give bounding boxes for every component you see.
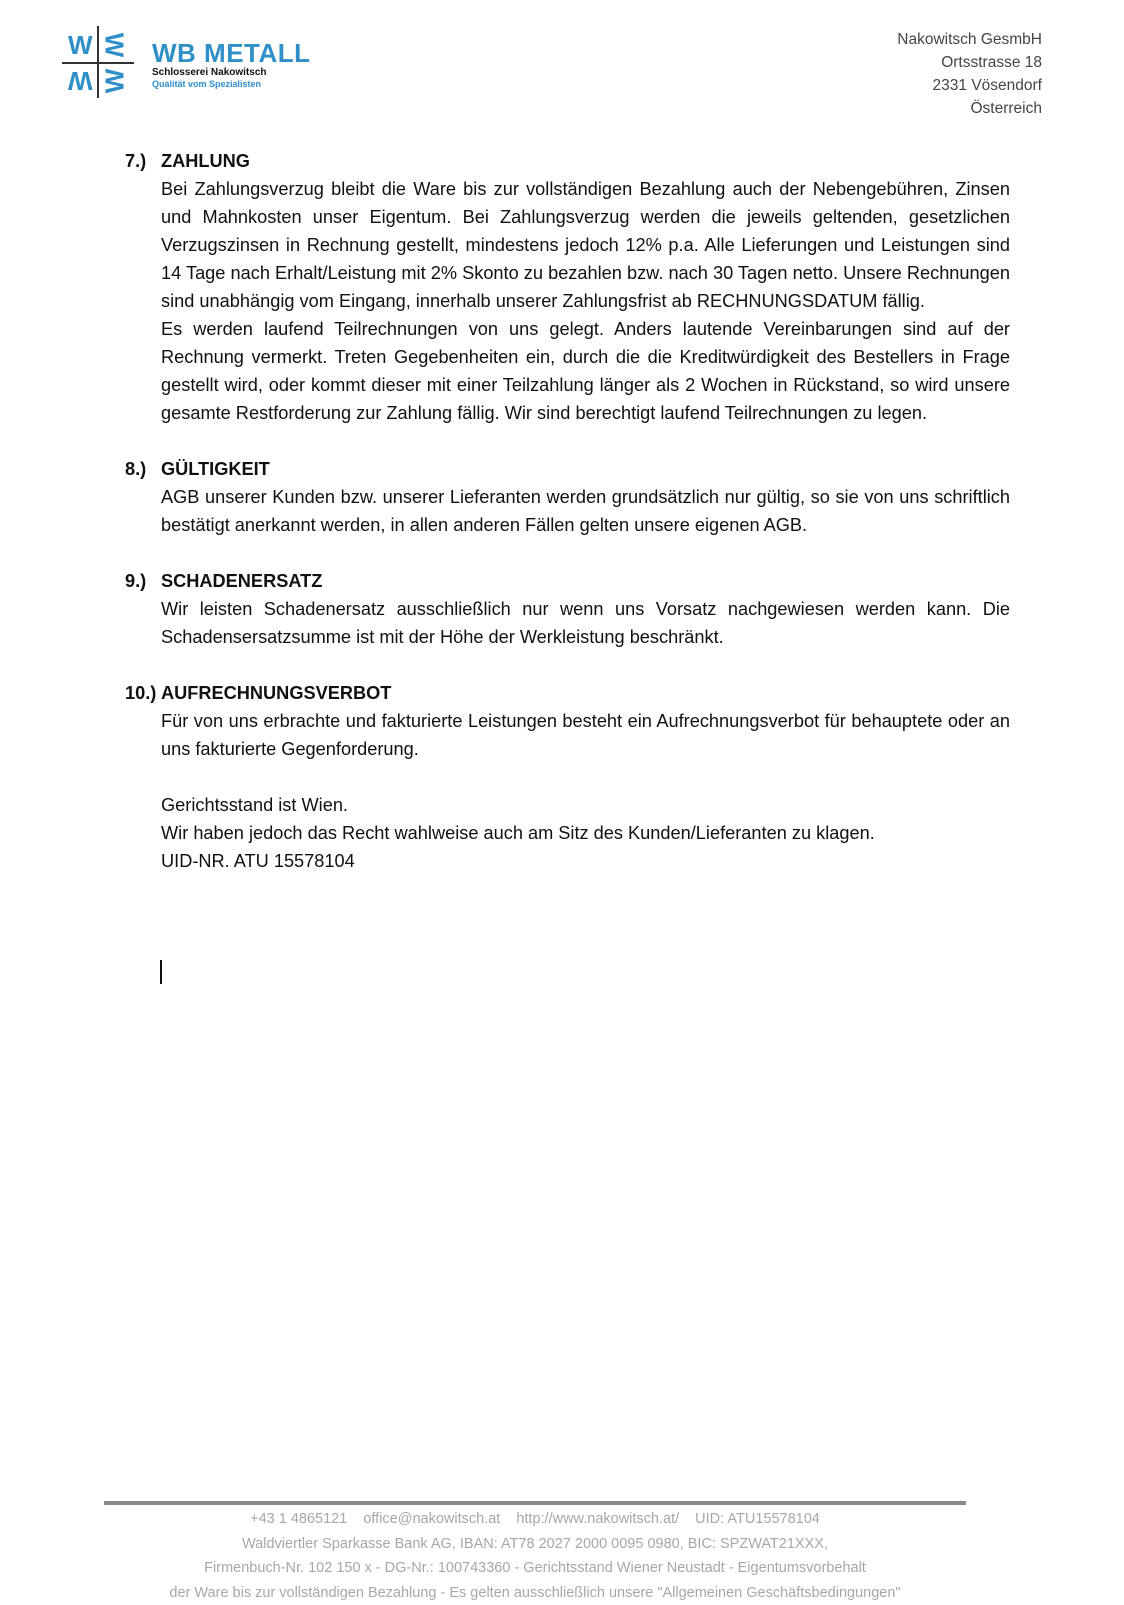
section-number: 10.) bbox=[125, 679, 161, 707]
section-title: ZAHLUNG bbox=[161, 147, 250, 175]
paragraph: Wir leisten Schadenersatz ausschließlich nur wenn uns Vorsatz nachgewiesen werden kann. Die Schadensersatzsumme ist mit der Höhe der Werkleistung beschränkt. bbox=[161, 595, 1010, 651]
footer-uid: UID: ATU15578104 bbox=[695, 1511, 820, 1527]
address-country: Österreich bbox=[897, 97, 1042, 120]
section-title: GÜLTIGKEIT bbox=[161, 455, 270, 483]
paragraph: Für von uns erbrachte und fakturierte Leistungen besteht ein Aufrechnungsverbot für behauptete oder an uns fakturierte Gegenforderung. bbox=[161, 707, 1010, 763]
logo-divider-horizontal bbox=[62, 62, 134, 64]
brand-tagline: Schlosserei Nakowitsch bbox=[152, 67, 267, 78]
section-zahlung bbox=[125, 147, 1010, 427]
brand-slogan: Qualität vom Spezialisten bbox=[152, 79, 261, 89]
section-text bbox=[125, 707, 1010, 763]
document-body bbox=[125, 147, 1010, 875]
jurisdiction-line: Gerichtsstand ist Wien. bbox=[161, 791, 1010, 819]
section-heading bbox=[125, 147, 1010, 175]
footer-register-line: Firmenbuch-Nr. 102 150 x - DG-Nr.: 100743360 - Gerichtsstand Wiener Neustadt - Eigentumsvorbehalt bbox=[104, 1556, 966, 1581]
section-heading bbox=[125, 679, 1010, 707]
section-title: AUFRECHNUNGSVERBOT bbox=[161, 679, 391, 707]
closing-notes bbox=[125, 791, 1010, 875]
logo-glyph: W bbox=[68, 32, 93, 58]
page-footer bbox=[104, 1507, 966, 1605]
company-logo bbox=[62, 26, 322, 102]
paragraph: Bei Zahlungsverzug bleibt die Ware bis zur vollständigen Bezahlung auch der Nebengebühren, Zinsen und Mahnkosten unser Eigentum. Bei Zahlungsverzug werden die jeweils geltenden, gesetzlichen Verzugszinsen in Rechnung gestellt, mindestens jedoch 12% p.a. Alle Lieferungen und Leistungen sind 14 Tage nach Erhalt/Leistung mit 2% Skonto zu bezahlen bzw. nach 30 Tagen netto. Unsere Rechnungen sind unabhängig vom Eingang, innerhalb unserer Zahlungsfrist ab RECHNUNGSDATUM fällig. bbox=[161, 175, 1010, 315]
footer-phone: +43 1 4865121 bbox=[250, 1511, 347, 1527]
address-company: Nakowitsch GesmbH bbox=[897, 28, 1042, 51]
address-city: 2331 Vösendorf bbox=[897, 74, 1042, 97]
paragraph: AGB unserer Kunden bzw. unserer Lieferanten werden grundsätzlich nur gültig, so sie von uns schriftlich bestätigt anerkannt werden, in allen anderen Fällen gelten unsere eigenen AGB. bbox=[161, 483, 1010, 539]
section-text bbox=[125, 175, 1010, 427]
company-address bbox=[897, 28, 1042, 120]
section-aufrechnungsverbot bbox=[125, 679, 1010, 763]
section-title: SCHADENERSATZ bbox=[161, 567, 322, 595]
footer-terms-line: der Ware bis zur vollständigen Bezahlung - Es gelten ausschließlich unsere "Allgemeinen Geschäftsbedingungen" bbox=[104, 1581, 966, 1605]
section-number: 9.) bbox=[125, 567, 161, 595]
paragraph: Es werden laufend Teilrechnungen von uns gelegt. Anders lautende Vereinbarungen sind auf der Rechnung vermerkt. Treten Gegebenheiten ein, durch die die Kreditwürdigkeit des Bestellers in Frage gestellt wird, oder kommt dieser mit einer Teilzahlung länger als 2 Wochen in Rückstand, so wird unsere gesamte Restforderung zur Zahlung fällig. Wir sind berechtigt laufend Teilrechnungen zu legen. bbox=[161, 315, 1010, 427]
section-text bbox=[125, 483, 1010, 539]
logo-mark bbox=[62, 26, 134, 98]
address-street: Ortsstrasse 18 bbox=[897, 51, 1042, 74]
section-text bbox=[125, 595, 1010, 651]
logo-glyph: W bbox=[101, 69, 127, 94]
text-cursor[interactable] bbox=[160, 960, 162, 984]
logo-glyph: W bbox=[101, 33, 127, 58]
section-schadenersatz bbox=[125, 567, 1010, 651]
section-heading bbox=[125, 567, 1010, 595]
footer-website[interactable]: http://www.nakowitsch.at/ bbox=[516, 1511, 679, 1527]
section-number: 7.) bbox=[125, 147, 161, 175]
brand-name: WB METALL bbox=[152, 40, 311, 66]
footer-bank-line: Waldviertler Sparkasse Bank AG, IBAN: AT78 2027 2000 0095 0980, BIC: SPZWAT21XXX, bbox=[104, 1532, 966, 1557]
jurisdiction-option-line: Wir haben jedoch das Recht wahlweise auch am Sitz des Kunden/Lieferanten zu klagen. bbox=[161, 819, 1010, 847]
section-number: 8.) bbox=[125, 455, 161, 483]
footer-email[interactable]: office@nakowitsch.at bbox=[363, 1511, 500, 1527]
uid-line: UID-NR. ATU 15578104 bbox=[161, 847, 1010, 875]
section-heading bbox=[125, 455, 1010, 483]
footer-divider bbox=[104, 1501, 966, 1505]
logo-glyph: W bbox=[68, 68, 93, 94]
footer-contact-row bbox=[104, 1507, 966, 1532]
section-gueltigkeit bbox=[125, 455, 1010, 539]
